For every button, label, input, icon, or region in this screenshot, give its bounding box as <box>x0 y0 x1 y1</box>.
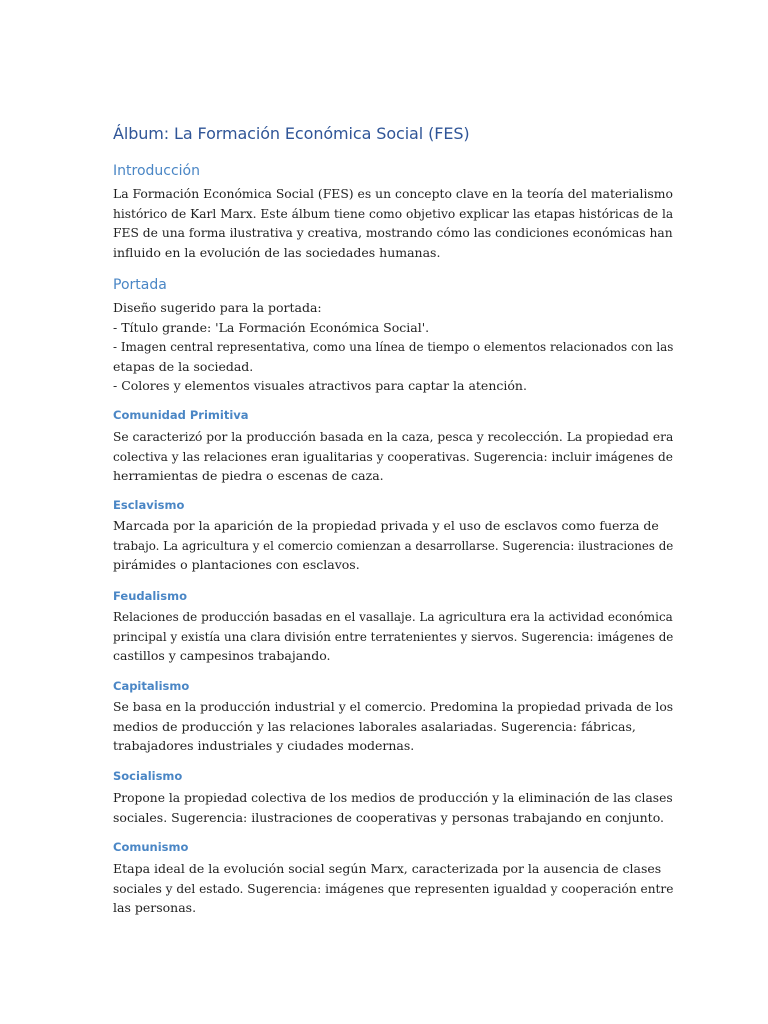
intro-paragraph <box>113 184 673 262</box>
stage-line: colectiva y las relaciones eran igualitarias y cooperativas. Sugerencia: incluir imágenes de <box>113 448 673 464</box>
stage-heading-socialismo: Socialismo <box>113 769 183 783</box>
stage-line: Se caracterizó por la producción basada en la caza, pesca y recolección. La propiedad era <box>113 429 674 444</box>
intro-line: histórico de Karl Marx. Este álbum tiene como objetivo explicar las etapas históricas de la <box>113 205 674 221</box>
stage-line: Propone la propiedad colectiva de los medios de producción y la eliminación de las clases <box>113 790 673 805</box>
stage-line: trabajo. La agricultura y el comercio comienzan a desarrollarse. Sugerencia: ilustraciones de <box>113 537 674 553</box>
stage-line: Etapa ideal de la evolución social según Marx, caracterizada por la ausencia de clases <box>113 861 662 876</box>
portada-line: - Colores y elementos visuales atractivos para captar la atención. <box>113 378 527 393</box>
portada-line: etapas de la sociedad. <box>113 358 254 374</box>
stage-line: sociales y del estado. Sugerencia: imágenes que representen igualdad y cooperación entre <box>113 880 674 896</box>
portada-heading: Portada <box>113 277 167 293</box>
stage-line: trabajadores industriales y ciudades modernas. <box>113 738 415 753</box>
intro-line: influido en la evolución de las sociedades humanas. <box>113 244 441 260</box>
intro-line: FES de una forma ilustrativa y creativa, mostrando cómo las condiciones económicas han <box>113 225 673 240</box>
stage-heading-comunidad-primitiva: Comunidad Primitiva <box>113 408 249 422</box>
stage-heading-feudalismo: Feudalismo <box>113 589 187 603</box>
stage-paragraph-comunismo <box>113 859 673 918</box>
stage-line: principal y existía una clara división entre terratenientes y siervos. Sugerencia: imágenes de <box>113 628 674 644</box>
stage-line: Se basa en la producción industrial y el comercio. Predomina la propiedad privada de los <box>113 699 674 714</box>
intro-line: La Formación Económica Social (FES) es un concepto clave en la teoría del materialismo <box>113 186 673 201</box>
intro-heading: Introducción <box>113 163 200 179</box>
stage-line: castillos y campesinos trabajando. <box>113 648 331 663</box>
stage-paragraph-feudalismo <box>113 607 673 666</box>
stage-paragraph-socialismo <box>113 788 673 827</box>
stage-paragraph-capitalismo <box>113 697 673 756</box>
stage-paragraph-esclavismo <box>113 516 673 575</box>
portada-line: Diseño sugerido para la portada: <box>113 300 322 315</box>
portada-paragraph <box>113 298 673 396</box>
stage-heading-esclavismo: Esclavismo <box>113 498 185 512</box>
stage-line: pirámides o plantaciones con esclavos. <box>113 557 360 572</box>
stage-line: sociales. Sugerencia: ilustraciones de cooperativas y personas trabajando en conjunto. <box>113 809 664 825</box>
stage-line: las personas. <box>113 900 197 915</box>
stage-line: Relaciones de producción basadas en el vasallaje. La agricultura era la actividad económica <box>113 609 673 624</box>
stage-heading-capitalismo: Capitalismo <box>113 679 190 693</box>
document-title: Álbum: La Formación Económica Social (FES) <box>113 124 470 143</box>
stage-line: medios de producción y las relaciones laborales asalariadas. Sugerencia: fábricas, <box>113 718 636 734</box>
stage-line: herramientas de piedra o escenas de caza. <box>113 468 384 483</box>
portada-line: - Imagen central representativa, como una línea de tiempo o elementos relacionados con las <box>113 339 674 354</box>
stage-paragraph-comunidad-primitiva <box>113 427 673 486</box>
stage-line: Marcada por la aparición de la propiedad privada y el uso de esclavos como fuerza de <box>113 518 659 533</box>
portada-line: - Título grande: 'La Formación Económica Social'. <box>113 319 430 335</box>
stage-heading-comunismo: Comunismo <box>113 840 189 854</box>
